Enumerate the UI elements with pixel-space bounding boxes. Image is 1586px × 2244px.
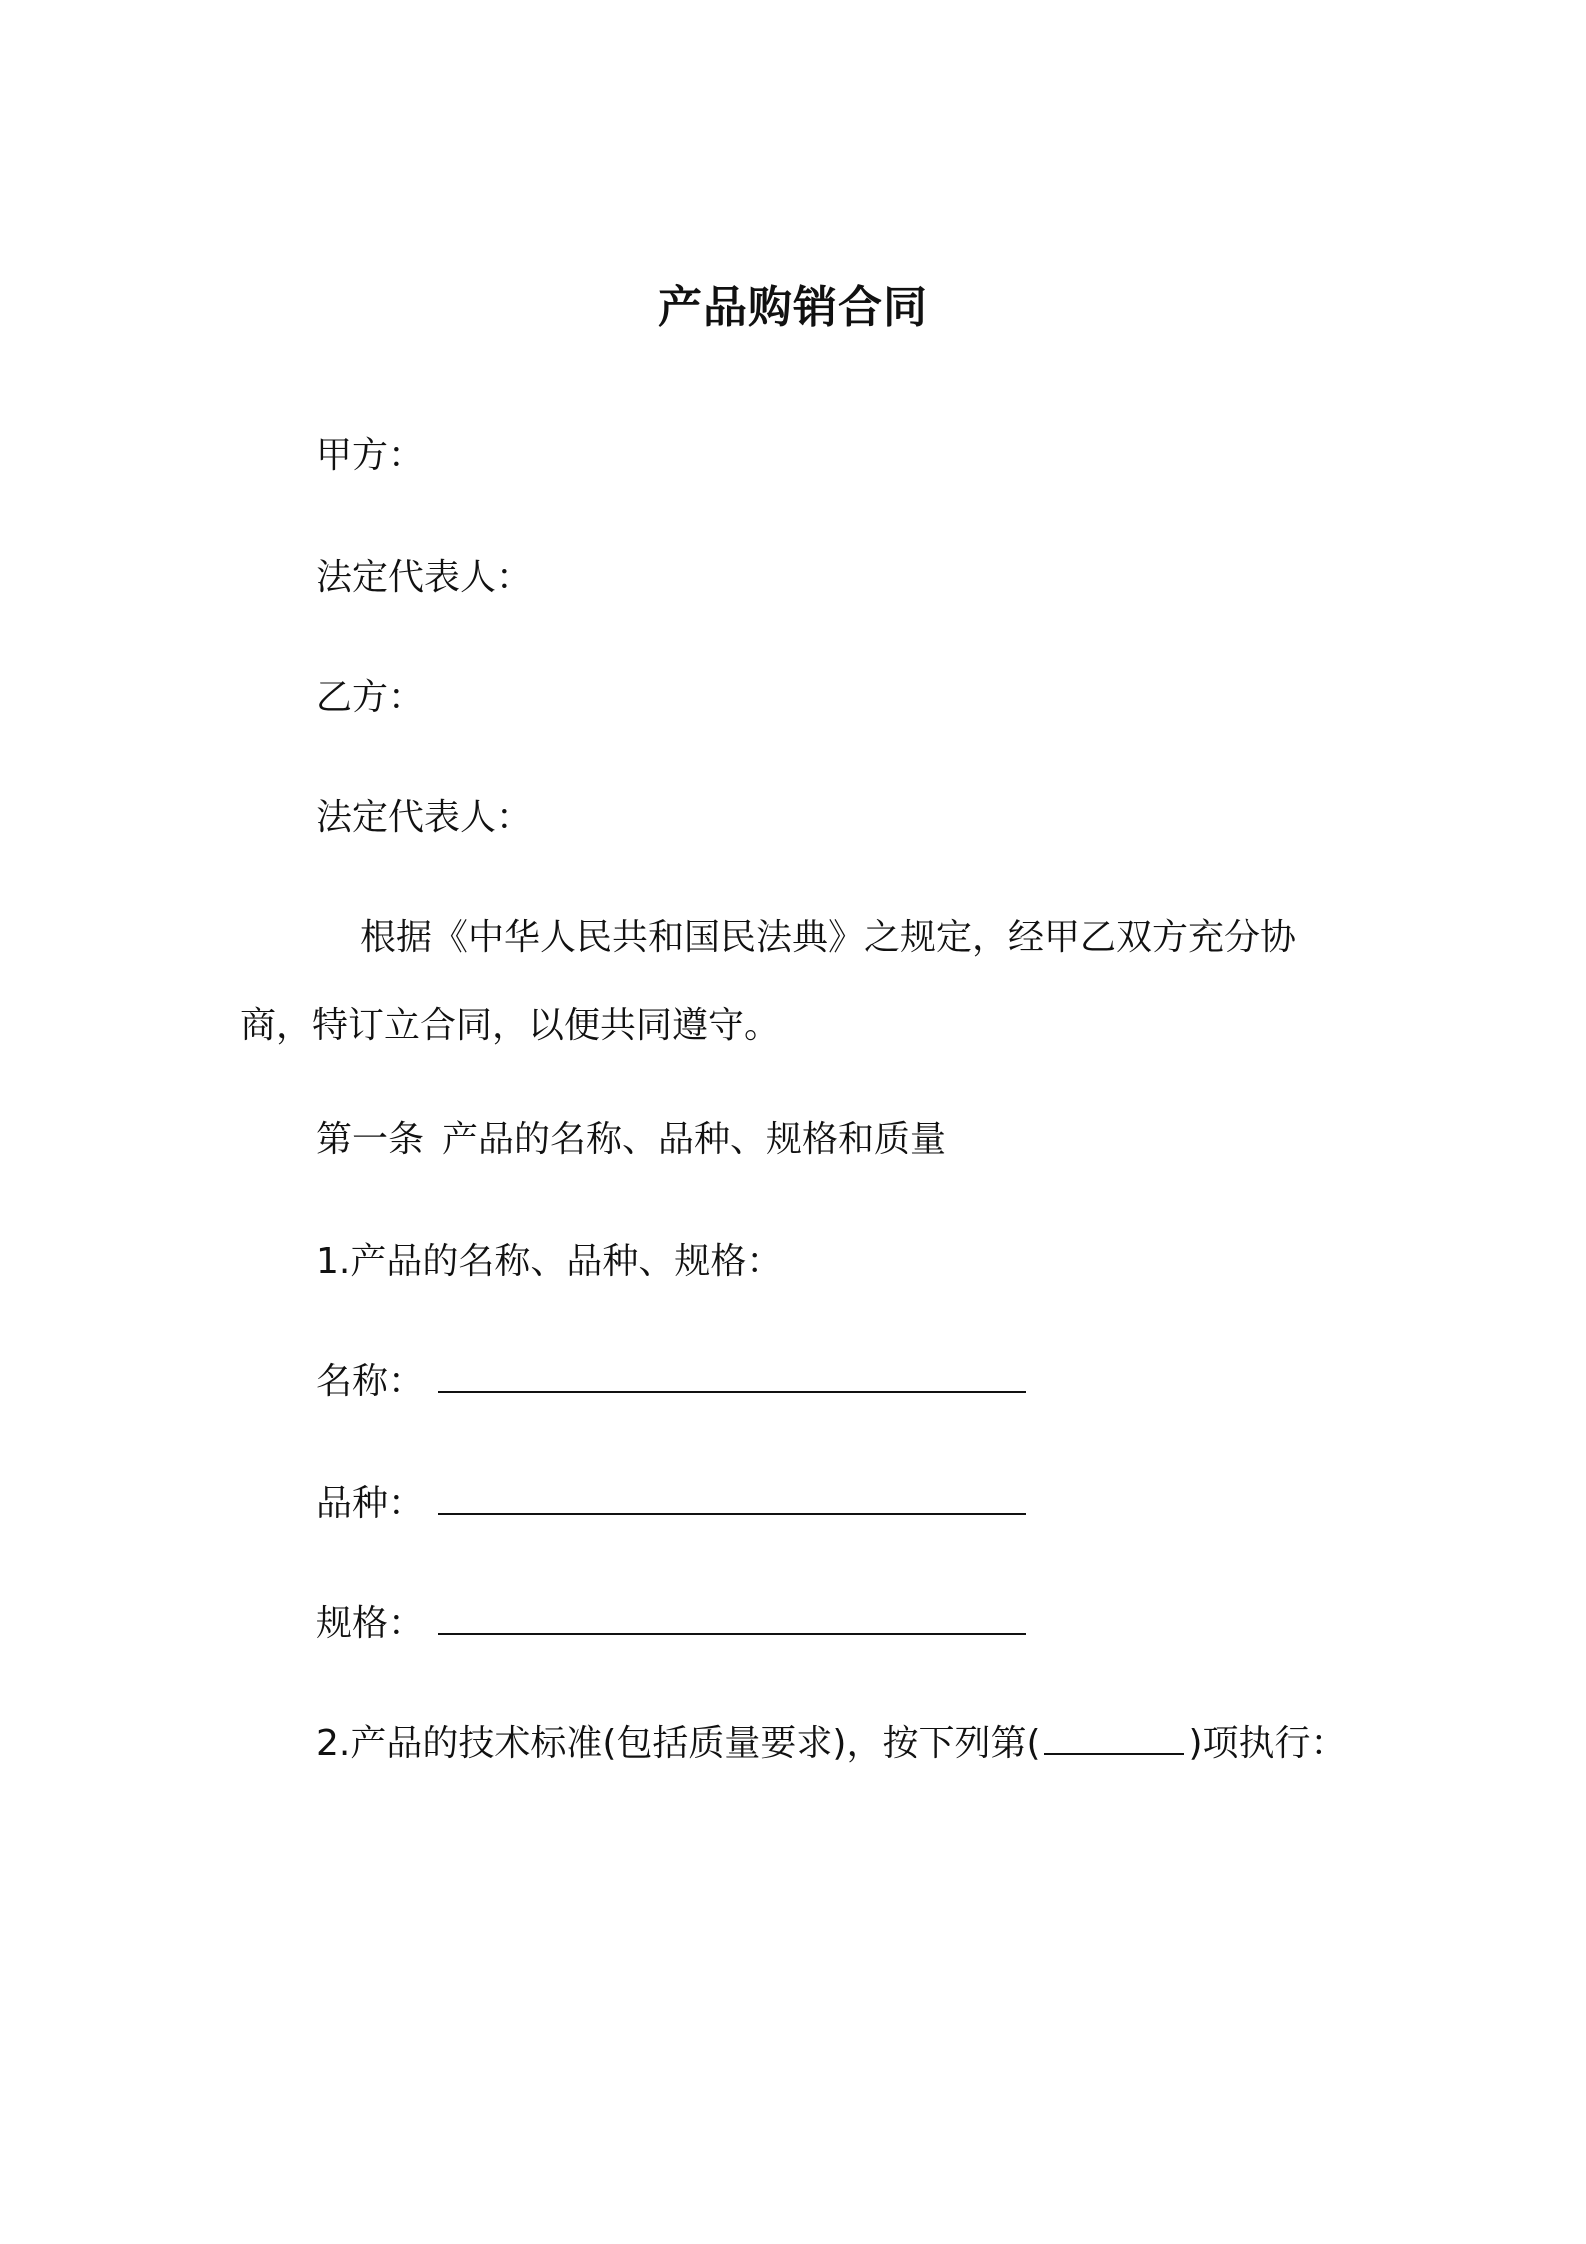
article-1-heading [316,1114,946,1166]
article-1-label: 第一条 [316,1119,425,1160]
name-row [316,1356,1026,1408]
party-a-label: 甲方： [316,435,425,476]
name-blank-field[interactable] [438,1357,1026,1393]
intro-line-1: 根据《中华人民共和国民法典》之规定，经甲乙双方充分协 [360,917,1297,958]
variety-label: 品种： [316,1483,425,1524]
document-title: 产品购销合同 [658,282,928,333]
variety-row [316,1478,1026,1530]
spec-row [316,1598,1026,1650]
intro-paragraph [240,912,1340,1052]
variety-blank-field[interactable] [438,1479,1026,1515]
intro-line-2: 商，特订立合同，以便共同遵守。 [240,1005,781,1046]
name-label: 名称： [316,1361,425,1402]
item-1-heading: 1.产品的名称、品种、规格： [316,1241,783,1282]
spec-label: 规格： [316,1603,425,1644]
party-b-representative-label: 法定代表人： [316,797,533,838]
party-b-label: 乙方： [316,677,425,718]
spec-blank-field[interactable] [438,1599,1026,1635]
item-2-blank-field[interactable] [1044,1719,1184,1755]
item-2-suffix: )项执行： [1188,1723,1347,1764]
item-2-prefix: 2.产品的技术标准(包括质量要求)，按下列第( [316,1723,1041,1764]
party-a-representative-label: 法定代表人： [316,557,533,598]
article-1-title: 产品的名称、品种、规格和质量 [442,1119,947,1160]
item-2-row [316,1718,1347,1770]
